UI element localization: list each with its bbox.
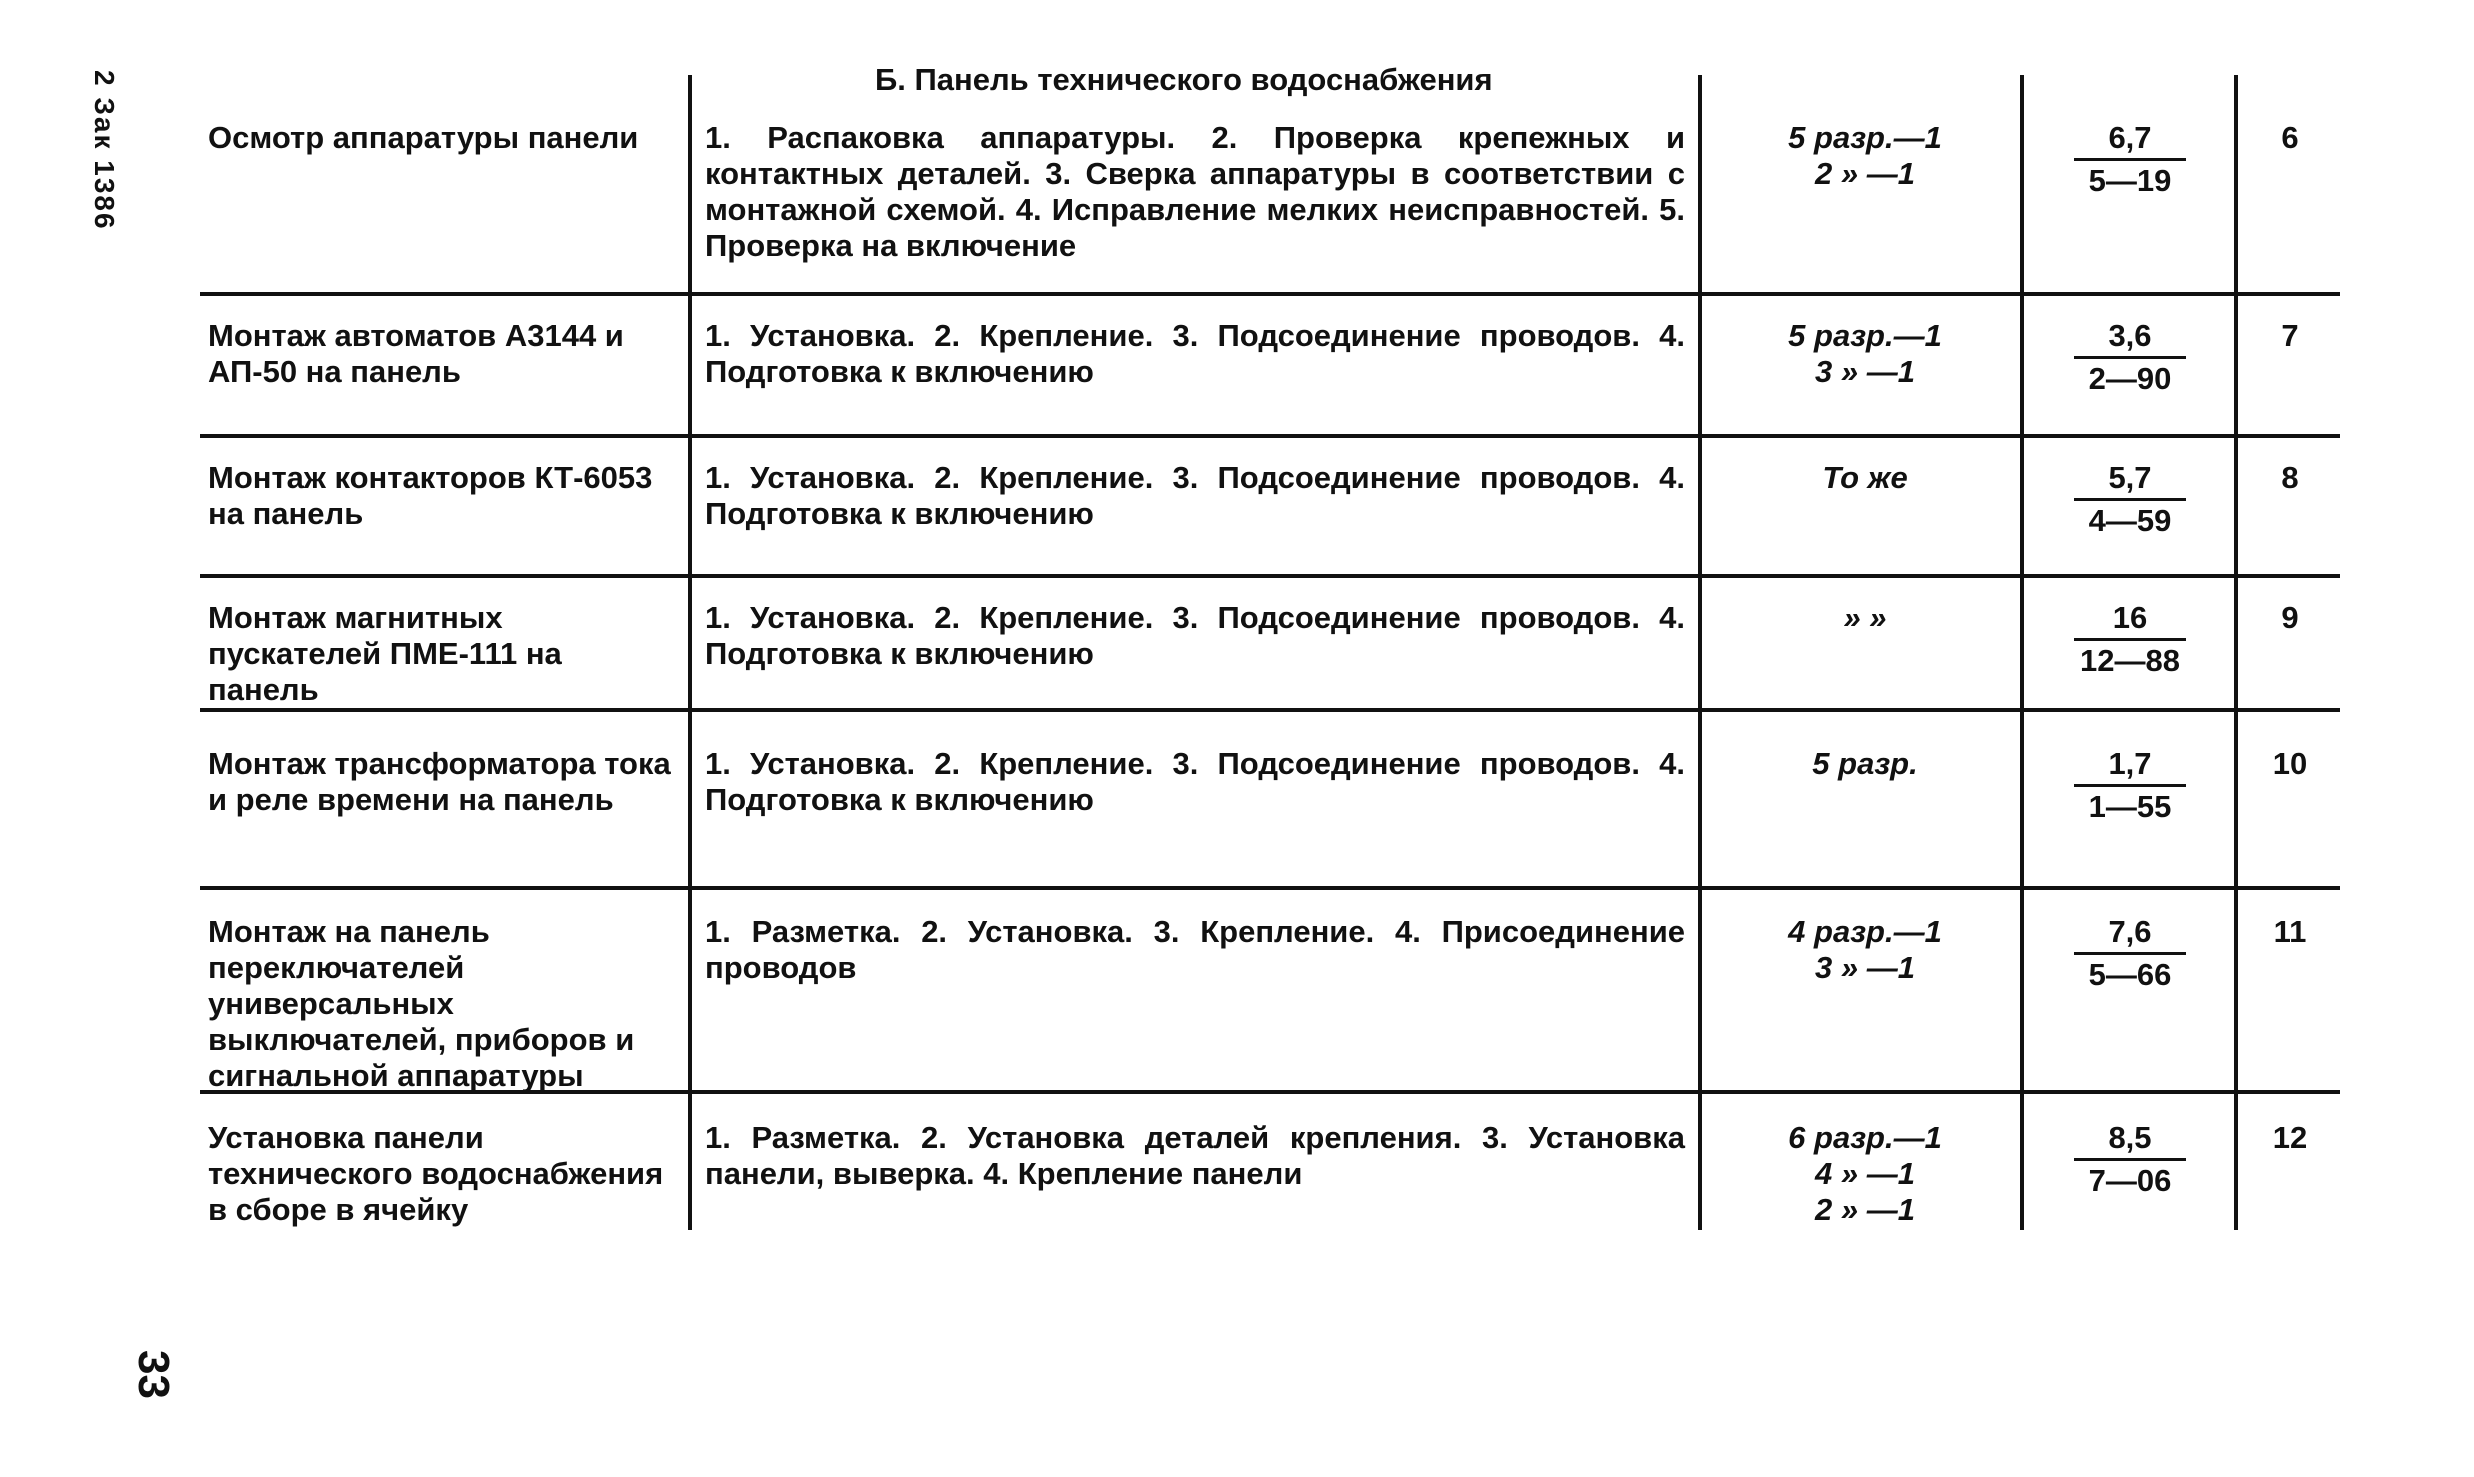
content-cell: 1. Установка. 2. Крепление. 3. Подсоединение проводов. 4. Подготовка к включению [705, 318, 1685, 389]
crew-cell [1715, 318, 2015, 390]
norm-cell [2060, 914, 2200, 993]
section-title: Б. Панель технического водоснабжения [875, 62, 1493, 97]
crew-line: » » [1843, 600, 1887, 635]
position-number: 12 [2272, 1120, 2308, 1155]
operation-cell: Монтаж автоматов А3144 и АП-50 на панель [208, 318, 624, 389]
norm-cell [2060, 318, 2200, 397]
document-code: 2 Зак 1386 [89, 70, 120, 231]
crew-line: То же [1822, 460, 1908, 495]
norm-cell [2060, 120, 2200, 199]
position-number: 11 [2273, 914, 2307, 949]
content-cell: 1. Разметка. 2. Установка. 3. Крепление. 4. Присоединение проводов [705, 914, 1685, 985]
norm-time: 16 [2074, 600, 2186, 641]
crew-line: 4 разр.—1 [1788, 914, 1942, 949]
norm-cost: 5—19 [2088, 163, 2172, 198]
content-cell: 1. Распаковка аппаратуры. 2. Проверка крепежных и контактных деталей. 3. Сверка аппаратуры в соответствии с монтажной схемой. 4. Исправление мелких неисправностей. 5. Проверка на включение [705, 120, 1685, 263]
crew-line: 5 разр. [1812, 746, 1918, 781]
crew-cell [1715, 1120, 2015, 1228]
position-number: 9 [2281, 600, 2299, 635]
crew-line: 6 разр.—1 [1788, 1120, 1942, 1155]
row-divider [200, 708, 2340, 712]
crew-cell [1715, 746, 2015, 782]
position-number: 10 [2272, 746, 2308, 781]
position-number: 8 [2281, 460, 2299, 495]
norm-cell [2060, 600, 2200, 679]
position-number: 6 [2281, 120, 2299, 155]
norm-cost: 4—59 [2088, 503, 2172, 538]
content-cell: 1. Установка. 2. Крепление. 3. Подсоединение проводов. 4. Подготовка к включению [705, 746, 1685, 817]
page-number: 33 [129, 1350, 178, 1399]
crew-line: 5 разр.—1 [1788, 120, 1942, 155]
crew-line: 3 » —1 [1815, 950, 1915, 985]
operation-cell: Осмотр аппаратуры панели [208, 120, 639, 155]
row-divider [200, 434, 2340, 438]
crew-cell [1715, 460, 2015, 496]
norm-time: 6,7 [2074, 120, 2186, 161]
operation-cell: Монтаж контакторов КТ-6053 на панель [208, 460, 653, 531]
crew-line: 2 » —1 [1815, 1192, 1915, 1227]
operation-cell: Установка панели технического водоснабжения в сборе в ячейку [208, 1120, 664, 1227]
operation-cell: Монтаж на панель переключателей универсальных выключателей, приборов и сигнальной аппаратуры [208, 914, 635, 1093]
norm-time: 5,7 [2074, 460, 2186, 501]
norm-time: 1,7 [2074, 746, 2186, 787]
column-divider [2234, 75, 2238, 1230]
content-cell: 1. Разметка. 2. Установка деталей крепления. 3. Установка панели, выверка. 4. Крепление панели [705, 1120, 1685, 1191]
norm-cell [2060, 460, 2200, 539]
norm-time: 3,6 [2074, 318, 2186, 359]
position-number: 7 [2281, 318, 2299, 353]
column-divider [2020, 75, 2024, 1230]
content-cell: 1. Установка. 2. Крепление. 3. Подсоединение проводов. 4. Подготовка к включению [705, 600, 1685, 671]
norm-cell [2060, 746, 2200, 825]
row-divider [200, 886, 2340, 890]
norm-time: 8,5 [2074, 1120, 2186, 1161]
norm-cost: 12—88 [2080, 643, 2180, 678]
crew-cell [1715, 120, 2015, 192]
norm-cost: 7—06 [2088, 1163, 2172, 1198]
crew-cell [1715, 914, 2015, 986]
crew-line: 3 » —1 [1815, 354, 1915, 389]
norm-cell [2060, 1120, 2200, 1199]
norm-cost: 2—90 [2088, 361, 2172, 396]
column-divider [688, 75, 692, 1230]
crew-cell [1715, 600, 2015, 636]
content-cell: 1. Установка. 2. Крепление. 3. Подсоединение проводов. 4. Подготовка к включению [705, 460, 1685, 531]
crew-line: 2 » —1 [1815, 156, 1915, 191]
row-divider [200, 574, 2340, 578]
norm-cost: 1—55 [2088, 789, 2172, 824]
operation-cell: Монтаж трансформатора тока и реле времени на панель [208, 746, 671, 817]
norm-time: 7,6 [2074, 914, 2186, 955]
norm-cost: 5—66 [2088, 957, 2172, 992]
row-divider [200, 292, 2340, 296]
column-divider [1698, 75, 1702, 1230]
crew-line: 4 » —1 [1815, 1156, 1915, 1191]
operation-cell: Монтаж магнитных пускателей ПМЕ-111 на панель [208, 600, 562, 707]
crew-line: 5 разр.—1 [1788, 318, 1942, 353]
